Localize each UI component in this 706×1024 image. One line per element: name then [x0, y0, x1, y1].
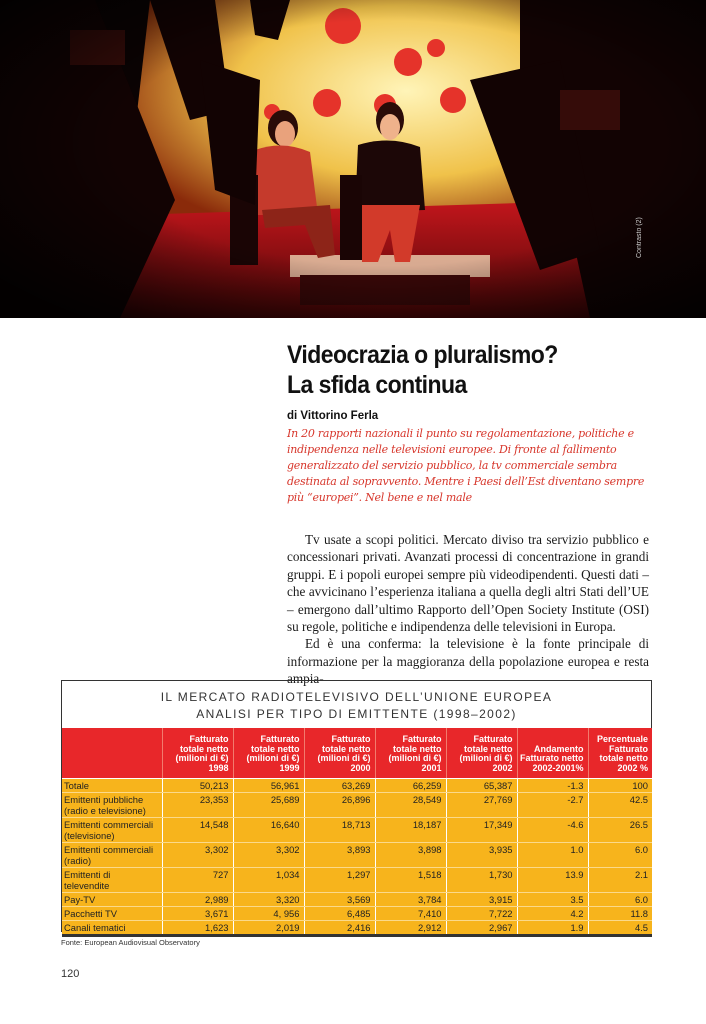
table-cell: 56,961	[233, 779, 304, 793]
table-row	[62, 779, 652, 793]
table-cell: 6,485	[304, 907, 375, 921]
table-cell: 1.0	[517, 843, 588, 868]
table-cell: -1.3	[517, 779, 588, 793]
table-cell: 6.0	[588, 893, 652, 907]
row-label: Emittenti di televendite	[62, 868, 162, 893]
table-row	[62, 893, 652, 907]
row-label: Totale	[62, 779, 162, 793]
table-cell: 2,989	[162, 893, 233, 907]
page-number: 120	[61, 968, 80, 980]
table-cell: 16,640	[233, 818, 304, 843]
table-cell: 6.0	[588, 843, 652, 868]
table-cell: 66,259	[375, 779, 446, 793]
header-cell: Percentuale Fatturato totale netto 2002 %	[588, 728, 652, 779]
tv-studio-illustration	[0, 0, 706, 318]
title-line-2: La sfida continua	[287, 371, 467, 399]
article-body	[287, 531, 649, 688]
header-cell: Fatturato totale netto (milioni di €) 2002	[446, 728, 517, 779]
market-table	[62, 728, 652, 937]
table-cell: 27,769	[446, 793, 517, 818]
table-cell: 25,689	[233, 793, 304, 818]
table-row	[62, 868, 652, 893]
table-row	[62, 921, 652, 936]
table-cell: 1,034	[233, 868, 304, 893]
title-line-1: Videocrazia o pluralismo?	[287, 341, 558, 369]
row-label: Emittenti commerciali (radio)	[62, 843, 162, 868]
row-label: Emittenti pubbliche (radio e televisione)	[62, 793, 162, 818]
table-row	[62, 843, 652, 868]
table-cell: 3,784	[375, 893, 446, 907]
table-cell: 28,549	[375, 793, 446, 818]
table-cell: 1.9	[517, 921, 588, 936]
table-cell: 18,187	[375, 818, 446, 843]
table-row	[62, 907, 652, 921]
table-cell: 3,302	[162, 843, 233, 868]
table-cell: 50,213	[162, 779, 233, 793]
table-row	[62, 818, 652, 843]
header-cell: Fatturato totale netto (milioni di €) 2000	[304, 728, 375, 779]
table-cell: 3,671	[162, 907, 233, 921]
header-cell: Fatturato totale netto (milioni di €) 1999	[233, 728, 304, 779]
table-cell: 4.5	[588, 921, 652, 936]
paragraph-1: Tv usate a scopi politici. Mercato diviso tra servizio pubblico e concessionari privati. Avanzati processi di concentrazione in grandi gruppi. E i popoli europei sempre più videodipendenti. Questi dati – che avvicinano l’esperienza italiana a quella degli altri Stati dell’UE – emergono dall’ultimo Rapporto dell’Open Society Institute (OSI) su regole, politiche e indipendenza delle televisioni in Europa.	[287, 532, 649, 635]
table-cell: 13.9	[517, 868, 588, 893]
table-cell: -2.7	[517, 793, 588, 818]
table-row	[62, 793, 652, 818]
table-cell: 727	[162, 868, 233, 893]
table-cell: 7,410	[375, 907, 446, 921]
header-cell: Fatturato totale netto (milioni di €) 1998	[162, 728, 233, 779]
table-cell: 26,896	[304, 793, 375, 818]
table-cell: 7,722	[446, 907, 517, 921]
table-cell: 1,297	[304, 868, 375, 893]
photo-credit: Contrasto (2)	[636, 217, 643, 258]
table-cell: 17,349	[446, 818, 517, 843]
table-cell: 2,416	[304, 921, 375, 936]
table-cell: 11.8	[588, 907, 652, 921]
row-label: Pay-TV	[62, 893, 162, 907]
row-label: Canali tematici	[62, 921, 162, 936]
table-cell: -4.6	[517, 818, 588, 843]
table-cell: 3,302	[233, 843, 304, 868]
table-header-row	[62, 728, 652, 779]
table-cell: 100	[588, 779, 652, 793]
table-cell: 2,912	[375, 921, 446, 936]
table-cell: 3,320	[233, 893, 304, 907]
author-byline: di Vittorino Ferla	[287, 410, 379, 422]
table-cell: 3,915	[446, 893, 517, 907]
row-label: Emittenti commerciali (televisione)	[62, 818, 162, 843]
header-cell: Andamento Fatturato netto 2002-2001%	[517, 728, 588, 779]
table-cell: 3,935	[446, 843, 517, 868]
table-cell: 3,898	[375, 843, 446, 868]
table-cell: 1,730	[446, 868, 517, 893]
table-title	[62, 689, 651, 723]
table-cell: 42.5	[588, 793, 652, 818]
table-cell: 3.5	[517, 893, 588, 907]
table-cell: 3,569	[304, 893, 375, 907]
table-cell: 23,353	[162, 793, 233, 818]
row-label: Pacchetti TV	[62, 907, 162, 921]
table-title-line-1: IL MERCATO RADIOTELEVISIVO DELL’UNIONE EUROPEA	[160, 690, 553, 704]
table-source: Fonte: European Audiovisual Observatory	[61, 938, 200, 947]
table-cell: 2,019	[233, 921, 304, 936]
paragraph-2: Ed è una conferma: la televisione è la fonte principale di informazione per la maggioranza della popolazione europea e resta ampia-	[287, 636, 649, 687]
table-cell: 1,518	[375, 868, 446, 893]
table-cell: 18,713	[304, 818, 375, 843]
article-photo	[0, 0, 706, 318]
table-title-line-2: ANALISI PER TIPO DI EMITTENTE (1998–2002)	[196, 707, 517, 721]
table-cell: 2,967	[446, 921, 517, 936]
table-cell: 63,269	[304, 779, 375, 793]
table-cell: 4.2	[517, 907, 588, 921]
table-cell: 65,387	[446, 779, 517, 793]
table-cell: 1,623	[162, 921, 233, 936]
header-cell: Fatturato totale netto (milioni di €) 2001	[375, 728, 446, 779]
header-cell	[62, 728, 162, 779]
article-lead: In 20 rapporti nazionali il punto su regolamentazione, politiche e indipendenza nelle televisioni europee. Di fronte al fallimento generalizzato del servizio pubblico, la tv commerciale sembra destinata al sopravvento. Mentre i Paesi dell’Est diventano sempre più “europei”. Nel bene e nel male	[287, 427, 645, 504]
market-table-box	[61, 680, 652, 932]
table-cell: 26.5	[588, 818, 652, 843]
table-cell: 14,548	[162, 818, 233, 843]
table-cell: 4, 956	[233, 907, 304, 921]
table-cell: 2.1	[588, 868, 652, 893]
article-title	[287, 340, 655, 400]
table-cell: 3,893	[304, 843, 375, 868]
